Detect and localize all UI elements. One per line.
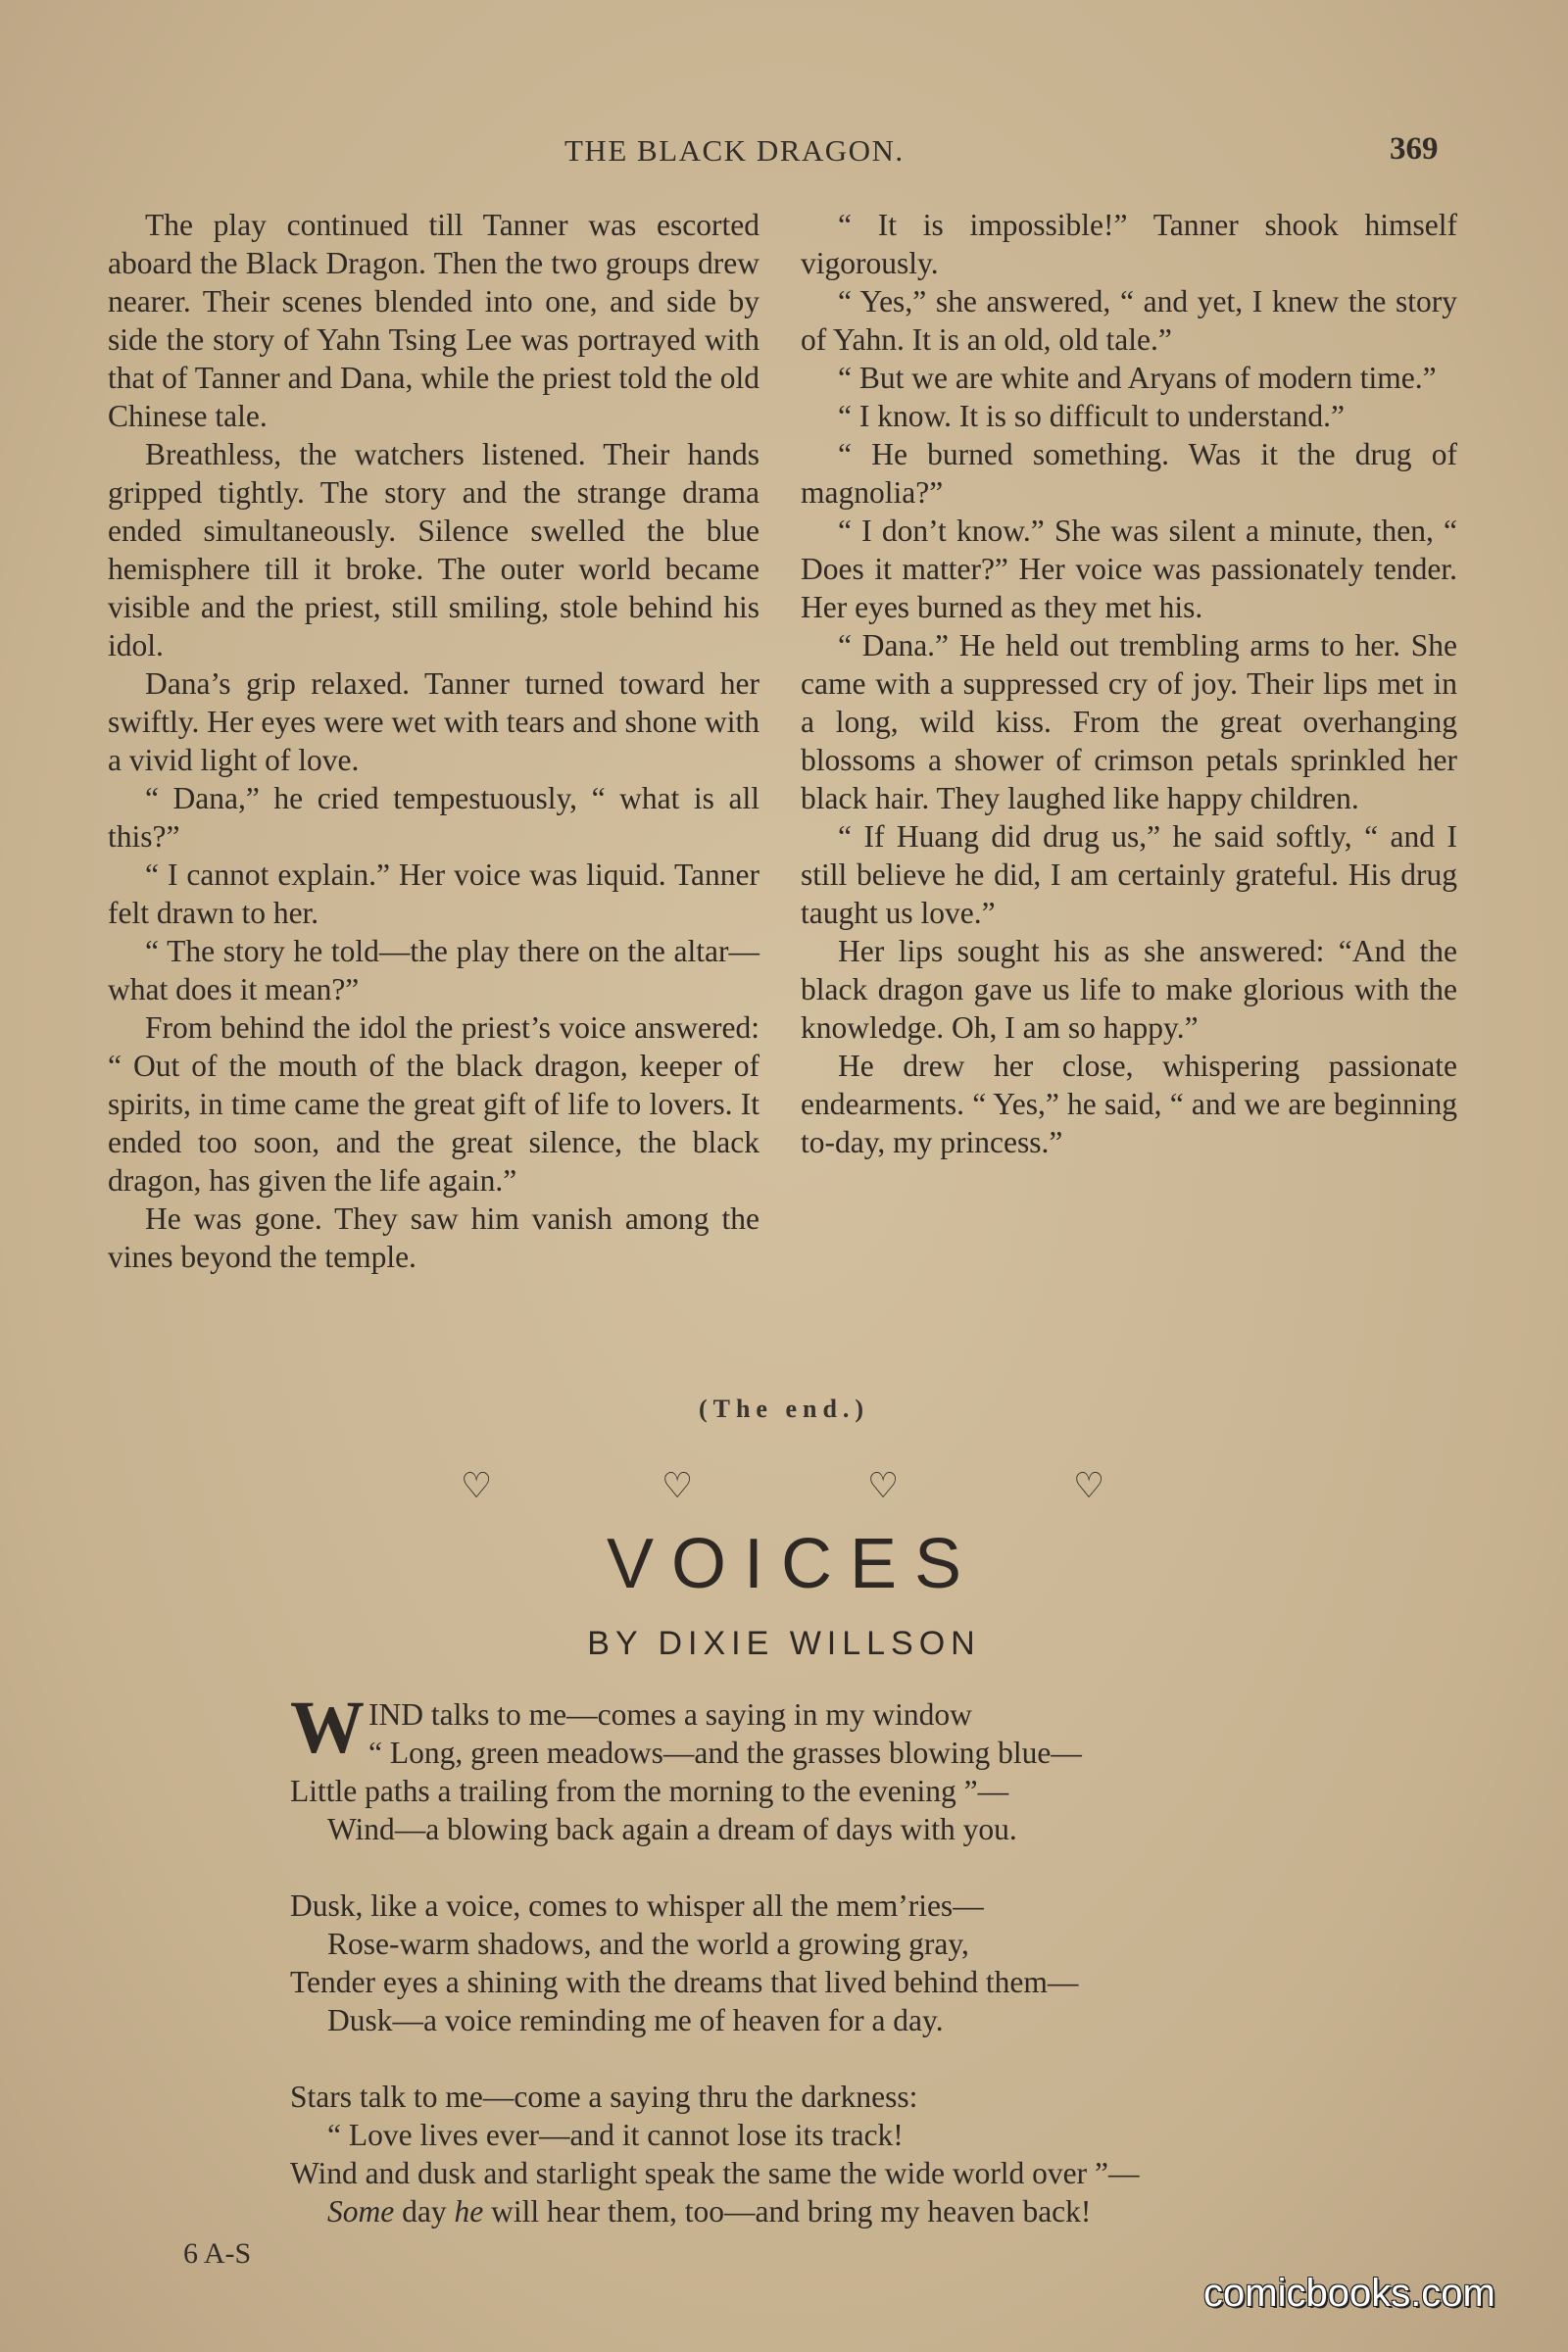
poem-line: Dusk, like a voice, comes to whisper all the mem’ries—	[290, 1888, 984, 1923]
ornament-row	[0, 1465, 1568, 1504]
poem-line: IND talks to me—comes a saying in my window	[368, 1697, 972, 1732]
running-title: THE BLACK DRAGON.	[564, 133, 905, 168]
drop-cap: W	[290, 1687, 365, 1769]
poem-byline: BY DIXIE WILLSON	[587, 1625, 981, 1662]
paragraph: “ He burned something. Was it the drug of magnolia?”	[801, 437, 1457, 510]
ornament-3-icon: ♡	[867, 1466, 900, 1505]
paragraph: “ Yes,” she answered, “ and yet, I knew the story of Yahn. It is an old, old tale.”	[801, 284, 1457, 357]
paragraph: “ I don’t know.” She was silent a minute, then, “ Does it matter?” Her voice was passionately tender. Her eyes burned as they met his.	[801, 514, 1457, 624]
story-left-column	[108, 206, 760, 1276]
stanza-3	[290, 2078, 1417, 2230]
poem-line: Wind and dusk and starlight speak the same the wide world over ”—	[290, 2156, 1140, 2190]
ornament-2-icon: ♡	[662, 1466, 694, 1505]
paragraph: Dana’s grip relaxed. Tanner turned toward her swiftly. Her eyes were wet with tears and shone with a vivid light of love.	[108, 666, 760, 777]
poem-line: Rose-warm shadows, and the world a growing gray,	[327, 1927, 969, 1961]
poem-line: Dusk—a voice reminding me of heaven for a day.	[327, 2003, 944, 2037]
stanza-1	[290, 1687, 1417, 1848]
ornament-4-icon: ♡	[1073, 1466, 1105, 1505]
paragraph: The play continued till Tanner was escorted aboard the Black Dragon. Then the two groups drew nearer. Their scenes blended into one, and side by side the story of Yahn Tsing Lee was portrayed with that of Tanner and Dana, while the priest told the old Chinese tale.	[108, 208, 760, 433]
poem-title: VOICES	[606, 1525, 980, 1603]
paragraph: “ Dana,” he cried tempestuously, “ what is all this?”	[108, 781, 760, 854]
poem-body	[290, 1687, 1417, 2269]
page-number: 369	[1390, 131, 1439, 167]
italic-word: Some	[327, 2194, 395, 2229]
stanza-2	[290, 1886, 1417, 2039]
italic-word: he	[454, 2194, 484, 2229]
signature-mark: 6 A-S	[183, 2237, 252, 2270]
poem-line: Tender eyes a shining with the dreams that lived behind them—	[290, 1965, 1079, 1999]
poem-line: “ Love lives ever—and it cannot lose its track!	[327, 2118, 904, 2152]
paragraph: “ I cannot explain.” Her voice was liquid. Tanner felt drawn to her.	[108, 858, 760, 930]
poem-line: Wind—a blowing back again a dream of days with you.	[327, 1812, 1017, 1846]
poem-line: Little paths a trailing from the morning to the evening ”—	[290, 1774, 1009, 1808]
paragraph: He was gone. They saw him vanish among the vines beyond the temple.	[108, 1201, 760, 1274]
text-fragment: day	[402, 2194, 447, 2229]
poem-line: Stars talk to me—come a saying thru the darkness:	[290, 2080, 918, 2114]
paragraph: “ I know. It is so difficult to understand.”	[838, 399, 1346, 433]
paragraph: He drew her close, whispering passionate endearments. “ Yes,” he said, “ and we are beginning to-day, my princess.”	[801, 1049, 1457, 1159]
paragraph: “ It is impossible!” Tanner shook himself vigorously.	[801, 208, 1457, 280]
ornament-1-icon: ♡	[461, 1466, 493, 1505]
paragraph: “ The story he told—the play there on the altar—what does it mean?”	[108, 934, 760, 1006]
paragraph: “ Dana.” He held out trembling arms to her. She came with a suppressed cry of joy. Their lips met in a long, wild kiss. From the great overhanging blossoms a shower of crimson petals sprinkled her black hair. They laughed like happy children.	[801, 628, 1457, 815]
paragraph: Breathless, the watchers listened. Their hands gripped tightly. The story and the strange drama ended simultaneously. Silence swelled the blue hemisphere till it broke. The outer world became visible and the priest, still smiling, stole behind his idol.	[108, 437, 760, 662]
paragraph: From behind the idol the priest’s voice answered: “ Out of the mouth of the black dragon, keeper of spirits, in time came the great gift of life to lovers. It ended too soon, and the great silence, the black dragon, has given the life again.”	[108, 1010, 760, 1198]
text-fragment: will hear them, too—and bring my heaven back!	[491, 2194, 1092, 2229]
end-note: (The end.)	[698, 1395, 870, 1423]
paragraph: “ But we are white and Aryans of modern time.”	[838, 361, 1437, 395]
story-right-column	[801, 206, 1457, 1161]
paragraph: Her lips sought his as she answered: “And the black dragon gave us life to make glorious with the knowledge. Oh, I am so happy.”	[801, 934, 1457, 1045]
paragraph: “ If Huang did drug us,” he said softly, “ and I still believe he did, I am certainly grateful. His drug taught us love.”	[801, 819, 1457, 930]
poem-line-last	[290, 2192, 1417, 2230]
watermark: comicbooks.com	[1203, 2272, 1495, 2315]
poem-line: “ Long, green meadows—and the grasses blowing blue—	[368, 1736, 1082, 1770]
